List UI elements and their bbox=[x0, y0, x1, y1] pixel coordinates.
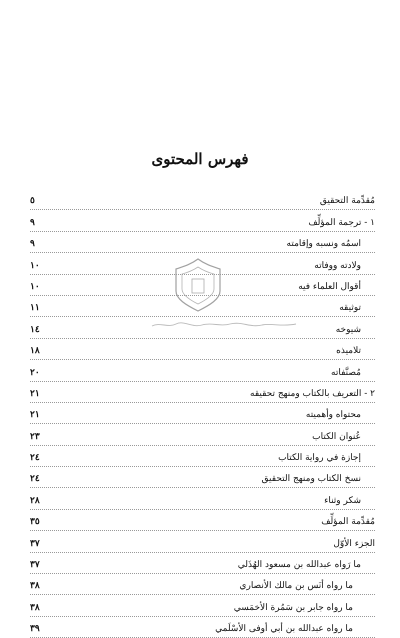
toc-entry[interactable] bbox=[30, 574, 375, 595]
toc-entry[interactable] bbox=[30, 446, 375, 467]
toc-entry-label: شكر وثناء bbox=[324, 495, 361, 506]
toc-entry[interactable] bbox=[30, 531, 375, 552]
toc-entry-page: ١٠ bbox=[30, 260, 40, 271]
toc-entry-page: ٢٣ bbox=[30, 431, 40, 442]
toc-entry[interactable] bbox=[30, 382, 375, 403]
toc-entry-page: ٣٨ bbox=[30, 581, 40, 592]
toc-entry[interactable] bbox=[30, 210, 375, 231]
toc-entry[interactable] bbox=[30, 360, 375, 381]
toc-entry-page: ١١ bbox=[30, 303, 40, 314]
toc-entry-page: ٣٧ bbox=[30, 560, 40, 571]
toc-entry-page: ٣٩ bbox=[30, 624, 40, 635]
toc-entry-label: ما رَواه عبدالله بن مسعود الهُذَلي bbox=[237, 560, 361, 571]
toc-entry-page: ٩ bbox=[30, 217, 35, 228]
page-title: فهرس المحتوى bbox=[151, 150, 249, 168]
toc-entry-label: أقوال العلماء فيه bbox=[298, 281, 361, 292]
toc-entry-page: ٢١ bbox=[30, 410, 40, 421]
toc-entry-label: مُقدِّمة التحقيق bbox=[319, 196, 375, 207]
toc-entry[interactable] bbox=[30, 617, 375, 638]
toc-entry-page: ١٤ bbox=[30, 324, 40, 335]
toc-entry-page: ١٠ bbox=[30, 281, 40, 292]
toc-entry-page: ١٨ bbox=[30, 346, 40, 357]
toc-entry-label: اسمُه ونسبه وإقامته bbox=[286, 239, 361, 250]
toc-entry-label: ما رواه أنَس بن مالك الأنصاري bbox=[239, 581, 353, 592]
toc-entry-label: ما رواه جابر بن سَمُرة الأخمَسي bbox=[233, 602, 353, 613]
toc-entry-label: مُقدِّمة المؤلِّف bbox=[321, 517, 375, 528]
toc-entry-page: ٩ bbox=[30, 239, 35, 250]
toc-entry-page: ٣٨ bbox=[30, 602, 40, 613]
toc-entry[interactable] bbox=[30, 510, 375, 531]
toc-entry[interactable] bbox=[30, 189, 375, 210]
toc-entry[interactable] bbox=[30, 424, 375, 445]
toc-entry-page: ٣٧ bbox=[30, 538, 40, 549]
toc-entry-label: ١ - ترجمة المؤلِّف bbox=[308, 217, 375, 228]
toc-entry[interactable] bbox=[30, 253, 375, 274]
table-of-contents bbox=[30, 189, 375, 638]
toc-entry-page: ٢٤ bbox=[30, 453, 40, 464]
toc-entry[interactable] bbox=[30, 488, 375, 509]
toc-entry-label: مُصنَّفاته bbox=[331, 367, 361, 378]
toc-entry[interactable] bbox=[30, 403, 375, 424]
toc-entry-label: محتواه وأهميته bbox=[305, 410, 361, 421]
toc-entry[interactable] bbox=[30, 317, 375, 338]
toc-entry-page: ٢٠ bbox=[30, 367, 40, 378]
toc-entry[interactable] bbox=[30, 232, 375, 253]
toc-entry[interactable] bbox=[30, 296, 375, 317]
toc-entry[interactable] bbox=[30, 553, 375, 574]
toc-entry-label: تلاميذه bbox=[336, 346, 361, 357]
toc-entry[interactable] bbox=[30, 339, 375, 360]
toc-entry-page: ٢٤ bbox=[30, 474, 40, 485]
toc-entry[interactable] bbox=[30, 467, 375, 488]
toc-entry-label: نسخ الكتاب ومنهج التحقيق bbox=[261, 474, 361, 485]
toc-entry-label: إجازة في رواية الكتاب bbox=[278, 453, 361, 464]
toc-entry-label: ٢ - التعريف بالكتاب ومنهج تحقيقه bbox=[250, 388, 375, 399]
toc-entry-label: توثيقه bbox=[339, 303, 361, 314]
toc-entry-label: ما رواه عبدالله بن أبي أوفى الأسْلَمي bbox=[215, 624, 353, 635]
toc-entry-page: ٢١ bbox=[30, 388, 40, 399]
toc-entry-page: ٢٨ bbox=[30, 495, 40, 506]
toc-entry-label: شيوخه bbox=[335, 324, 361, 335]
toc-entry[interactable] bbox=[30, 595, 375, 616]
toc-entry-label: ولادته ووفاته bbox=[314, 260, 361, 271]
toc-entry-label: عُنوان الكتاب bbox=[312, 431, 361, 442]
toc-entry[interactable] bbox=[30, 275, 375, 296]
toc-entry-page: ٣٥ bbox=[30, 517, 40, 528]
toc-entry-page: ٥ bbox=[30, 196, 35, 207]
toc-entry-label: الجزء الأوّل bbox=[333, 538, 375, 549]
